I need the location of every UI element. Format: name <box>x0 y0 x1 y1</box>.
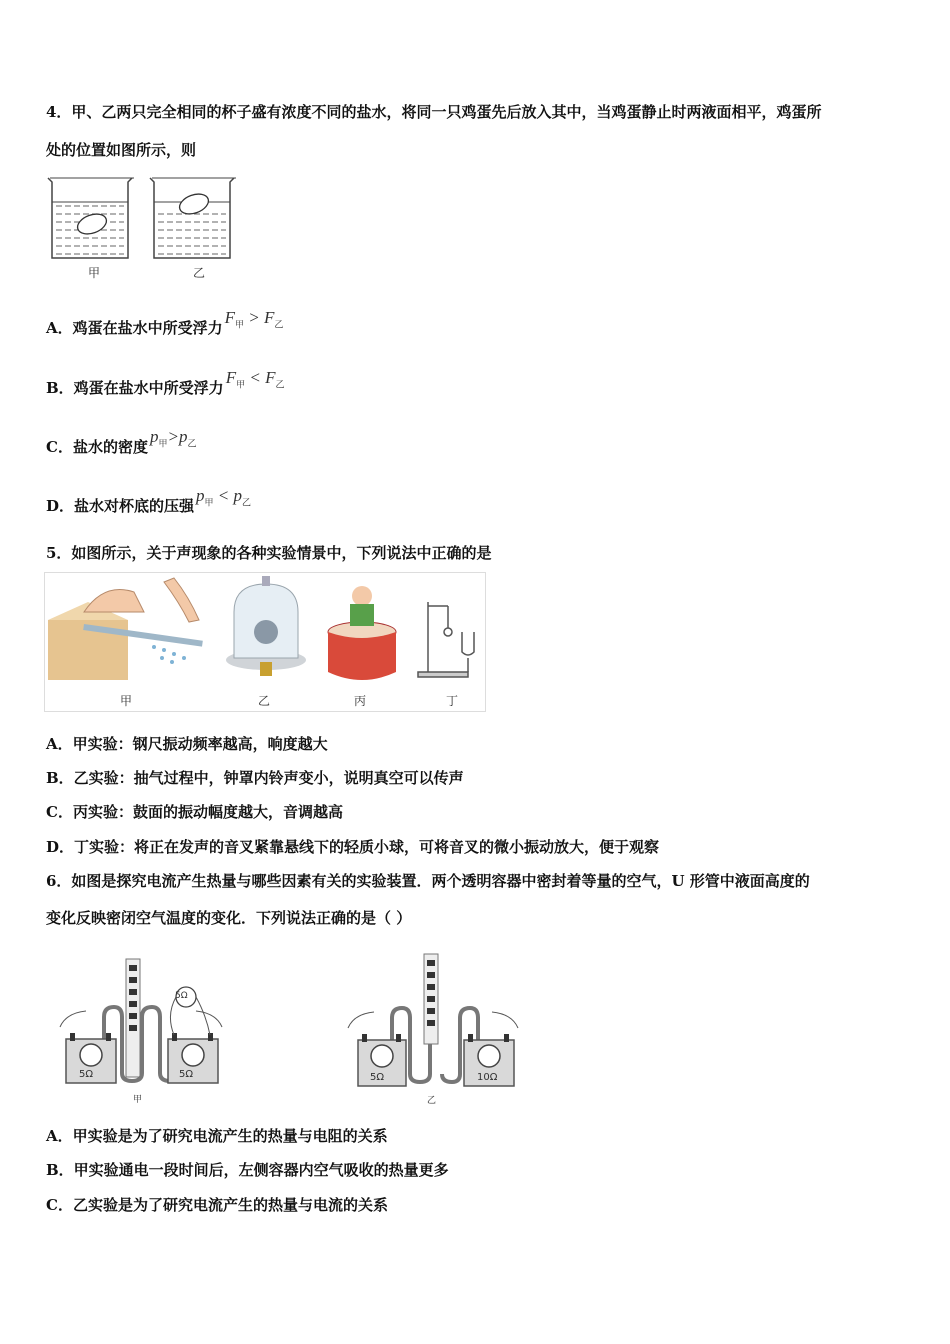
q4-stem-line1: 4．甲、乙两只完全相同的杯子盛有浓度不同的盐水，将同一只鸡蛋先后放入其中，当鸡蛋静止时两液面相平，鸡蛋所 <box>46 103 822 121</box>
q6-stem-line1: 6．如图是探究电流产生热量与哪些因素有关的实验装置．两个透明容器中密封着等量的空气，U 形管中液面高度的 <box>46 872 810 890</box>
q4-option-d[interactable] <box>46 486 252 522</box>
q5-fig-label-bing: 丙 <box>354 694 367 708</box>
option-formula: $p_甲>p_乙$ <box>149 427 197 449</box>
q5-option-a[interactable]: A．甲实验：钢尺振动频率越高，响度越大 <box>46 735 328 753</box>
option-text: D．盐水对杯底的压强 <box>46 497 195 515</box>
q5-sound-experiments-figure <box>44 572 486 712</box>
beaker-jia <box>48 178 134 258</box>
q5-option-c[interactable]: C．丙实验：鼓面的振动幅度越大，音调越高 <box>46 803 343 821</box>
q6-a-left-resistor: 5Ω <box>79 1069 94 1080</box>
q6-option-b[interactable]: B．甲实验通电一段时间后，左侧容器内空气吸收的热量更多 <box>46 1161 449 1179</box>
q4-option-a[interactable] <box>46 308 284 344</box>
q5-stem: 5．如图所示，关于声现象的各种实验情景中，下列说法中正确的是 <box>46 544 492 562</box>
q5-option-b[interactable]: B．乙实验：抽气过程中，钟罩内铃声变小，说明真空可以传声 <box>46 769 464 787</box>
q6-fig-label-jia: 甲 <box>133 1095 143 1105</box>
q6-a-top-resistor: 5Ω <box>175 991 188 1001</box>
q6-a-right-resistor: 5Ω <box>179 1069 194 1080</box>
q5-fig-label-yi: 乙 <box>258 694 271 708</box>
option-formula: $F_甲 > F_乙$ <box>224 308 284 330</box>
option-formula: $F_甲 < F_乙$ <box>225 368 285 390</box>
q5-fig-label-ding: 丁 <box>446 694 459 708</box>
q5-option-d[interactable]: D．丁实验：将正在发声的音叉紧靠悬线下的轻质小球，可将音叉的微小振动放大，便于观察 <box>46 838 660 856</box>
q6-b-right-resistor: 10Ω <box>477 1072 498 1083</box>
q6-stem-line2: 变化反映密闭空气温度的变化．下列说法正确的是（ ） <box>46 909 412 927</box>
q6-fig-label-yi: 乙 <box>427 1096 437 1106</box>
q4-beakers-figure <box>44 172 244 284</box>
q4-fig-label-yi: 乙 <box>193 266 206 280</box>
option-text: A．鸡蛋在盐水中所受浮力 <box>46 319 223 337</box>
q4-fig-label-jia: 甲 <box>88 266 101 280</box>
q6-b-left-resistor: 5Ω <box>370 1072 385 1083</box>
q4-option-c[interactable] <box>46 427 197 463</box>
option-text: C．盐水的密度 <box>46 438 148 456</box>
q4-option-b[interactable] <box>46 368 285 404</box>
beaker-yi <box>150 178 236 258</box>
q6-apparatus-yi-figure <box>344 950 524 1090</box>
option-formula: $p_甲 < p_乙$ <box>196 486 252 508</box>
q5-fig-label-jia: 甲 <box>120 694 133 708</box>
q6-option-a[interactable]: A．甲实验是为了研究电流产生的热量与电阻的关系 <box>46 1127 388 1145</box>
q6-option-c[interactable]: C．乙实验是为了研究电流产生的热量与电流的关系 <box>46 1196 388 1214</box>
q4-stem-line2: 处的位置如图所示，则 <box>46 141 197 159</box>
option-text: B．鸡蛋在盐水中所受浮力 <box>46 379 224 397</box>
